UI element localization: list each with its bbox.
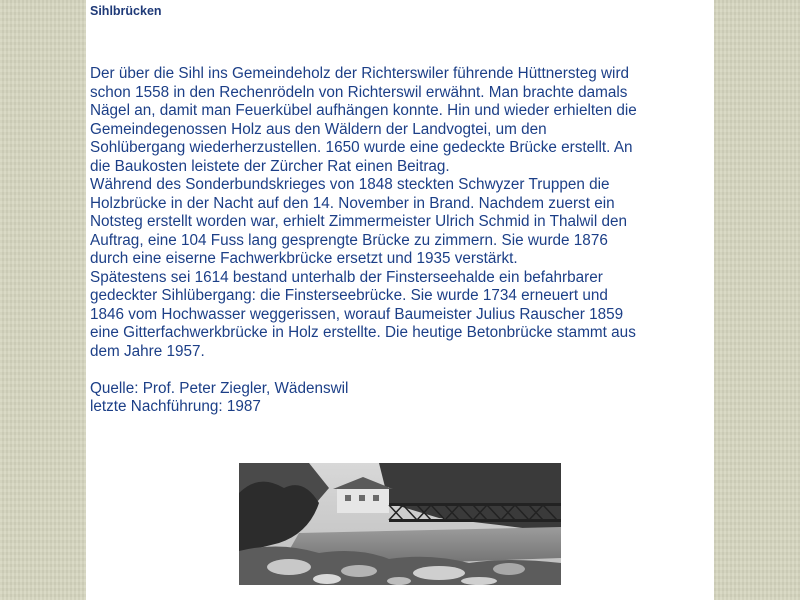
last-update-line: letzte Nachführung: 1987	[90, 398, 261, 415]
bridge-photo-graphic	[239, 463, 561, 585]
paragraph-sonderbundskrieg: Während des Sonderbundskrieges von 1848 steckten Schwyzer Truppen die Holzbrücke in der Nacht auf den 14. November in Brand. Nachdem zuerst ein Notsteg erstellt worden war, erhielt Zimmermeister Ulrich Schmid in Thalwil den Auftrag, eine 104 Fuss lang gesprengte Brücke zu zimmern. Sie wurde 1876 durch eine eiserne Fachwerkbrücke ersetzt und 1935 verstärkt.	[90, 176, 627, 267]
source-line: Quelle: Prof. Peter Ziegler, Wädenswil	[90, 379, 349, 397]
content-panel	[86, 0, 714, 600]
page-title: Sihlbrücken	[90, 4, 162, 18]
article-body	[90, 65, 714, 417]
spacer	[90, 361, 714, 380]
paragraph-huettnersteg: Der über die Sihl ins Gemeindeholz der Richterswiler führende Hüttnersteg wird schon 1558 in den Rechenrödeln von Richterswil erwähnt. Man brachte damals Nägel an, damit man Feuerkübel aufhängen konnte. Hin und wieder erhielten die Gemeindegenossen Holz aus den Wäldern der Landvogtei, um den Sohlübergang wiederherzustellen. 1650 wurde eine gedeckte Brücke erstellt. An die Baukosten leistete der Zürcher Rat einen Beitrag.	[90, 65, 637, 175]
bridge-photo	[239, 463, 561, 585]
paragraph-finsterseebruecke: Spätestens sei 1614 bestand unterhalb der Finsterseehalde ein befahrbarer gedeckter Sihlübergang: die Finsterseebrücke. Sie wurde 1734 erneuert und 1846 vom Hochwasser weggerissen, worauf Baumeister Julius Rauscher 1859 eine Gitterfachwerkbrücke in Holz erstellte. Die heutige Betonbrücke stammt aus dem Jahre 1957.	[90, 268, 636, 360]
